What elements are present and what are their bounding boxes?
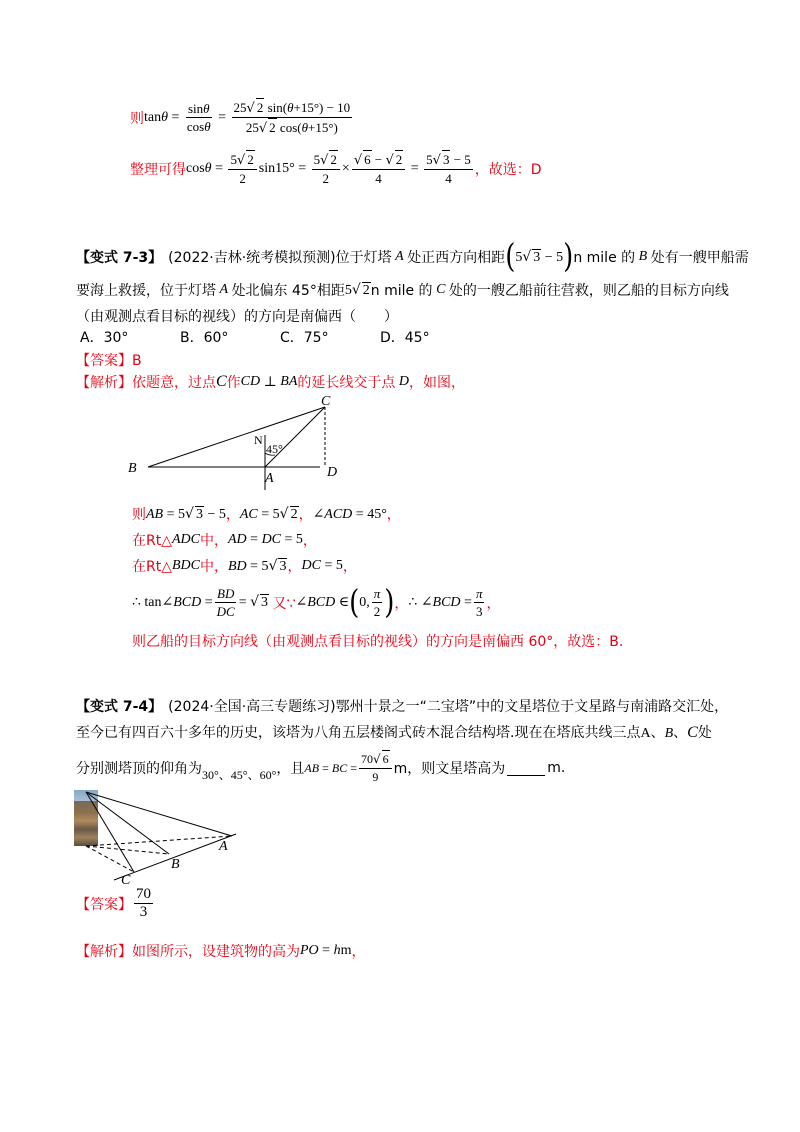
q74-line-2: 至今已有四百六十多年的历史，该塔为八角五层楼阁式砖木混合结构塔.现在在塔底共线三点 A、B、C 处 [76, 724, 712, 741]
q73-step-2: 在Rt△ ADC 中， AD = DC = 5 ， [132, 532, 317, 549]
analysis-text: 作 [226, 375, 241, 391]
answer-label: 【答案】 [76, 896, 132, 913]
q73-text: n mile 的 [573, 250, 636, 266]
q73-text: 处北偏东 45°相距 [231, 283, 345, 299]
analysis-text: 如图所示，设建筑物的高为 [132, 944, 300, 960]
prev-solution-line-2: 整理可得 cos θ = $\frac{5√ 2}{2}$ sin15° = $\frac{5√ 2}{2}$ × $\frac{√ 6 - √ 2}{4}$ = $\frac{5√ 3 - 5}{4}$ ，故选：D [130, 152, 542, 186]
label-c: C [321, 395, 331, 409]
step-text: 中， [199, 533, 228, 549]
triangle-figure [120, 395, 350, 495]
answer-blank[interactable] [507, 761, 545, 776]
q74-text: ，且 [276, 761, 305, 777]
q73-text: n mile 的 [370, 283, 433, 299]
answer-label: 【答案】 [76, 353, 132, 369]
q74-text: 至今已有四百六十多年的历史，该塔为八角五层楼阁式砖木混合结构塔.现在在塔底共线三点 [76, 725, 641, 741]
q74-text: 分别测塔顶的仰角为 [76, 761, 202, 777]
q74-tag: 【变式 7-4】 [76, 699, 163, 715]
q74-answer [76, 886, 155, 921]
q74-text: 处 [697, 725, 712, 741]
prev-line1-prefix: 则 [130, 110, 144, 127]
q73-analysis-line: 【解析】 依题意，过点 C 作 CD ⊥ BA 的延长线交于点 D ，如图， [76, 373, 466, 391]
analysis-text: ， [351, 944, 366, 960]
tower-figure [74, 788, 244, 888]
q74-source: (2024·全国·高三专题练习) [168, 699, 336, 715]
q73-option-c: C．75° [280, 330, 329, 346]
label-d: D [327, 465, 338, 480]
q73-step-4: ∴ tan∠BCD = $\frac{BD}{DC}$ = √ 3 又∵ ∠BCD ∈ ( 0, $\frac{\pi}{2}$ ) ， ∴ ∠BCD = $\frac{\pi}{3}$ ， [132, 583, 501, 622]
q73-text: 处正西方向相距 [407, 250, 506, 266]
q74-text: 鄂州十景之一“二宝塔”中的文星塔位于文星路与南浦路交汇处， [335, 699, 729, 715]
answer-numerator: 70 [136, 886, 151, 902]
answer-denominator: 3 [139, 904, 148, 920]
q73-line-3: （由观测点看目标的视线）的方向是南偏西（ ） [76, 309, 398, 325]
label-n: N [254, 433, 263, 447]
label-45: 45° [266, 442, 283, 456]
q73-option-b: B．60° [180, 330, 229, 346]
analysis-text: 的延长线交于点 [297, 375, 396, 391]
step-text: 又∵ [272, 595, 296, 612]
step-text: 在Rt△ [132, 533, 172, 549]
q74-text: m，则文星塔高为 [393, 761, 506, 777]
label-a: A [219, 839, 228, 854]
label-b: B [128, 461, 137, 476]
q73-step-5: 则乙船的目标方向线（由观测点看目标的视线）的方向是南偏西 60°，故选：B. [132, 634, 624, 650]
q73-option-d: D．45° [380, 330, 430, 346]
analysis-label: 【解析】 [76, 375, 132, 391]
q73-line-2: 要海上救援，位于灯塔 A 处北偏东 45°相距 5√ 2 n mile 的 C 处的一艘乙船前往营救，则乙船的目标方向线 [76, 281, 729, 299]
label-c: C [121, 873, 131, 888]
prev-solution-line-1: 则 tan θ = $\frac{\sin\theta}{\cos\theta}$ = $\frac{25√ 2 \sin(\theta+15^\circ) - 10}{25√ 2 \cos(\theta+15^\circ)}$ [130, 100, 351, 136]
q73-source: (2022·吉林·统考模拟预测) [168, 250, 336, 266]
q73-text: 要海上救援，位于灯塔 [76, 283, 216, 299]
analysis-text: 依题意，过点 [132, 375, 216, 391]
q73-step-1: 则 AB = 5√ 3 − 5 ， AC = 5√ 2 ， ∠ACD = 45° ， [132, 505, 401, 523]
answer-value: B [132, 353, 142, 369]
q73-step-3: 在Rt△ BDC 中， BD = 5√ 3 ， DC = 5 ， [132, 557, 357, 575]
label-a: A [265, 471, 274, 486]
prev-line2-prefix: 整理可得 [130, 161, 186, 178]
prev-line2-suffix: ，故选：D [474, 161, 542, 178]
analysis-text: ，如图， [409, 375, 466, 391]
q74-analysis: 【解析】 如图所示，设建筑物的高为 PO = hm ， [76, 943, 366, 960]
q73-option-a: A．30° [80, 330, 129, 346]
q74-line-1 [76, 696, 728, 716]
q73-text: 处的一艘乙船前往营救，则乙船的目标方向线 [448, 283, 729, 299]
step-text: 在Rt△ [132, 559, 172, 575]
q74-line-3: 分别测塔顶的仰角为 30°、45°、60° ，且 AB = BC = $\frac{70√ 6}{9}$ m，则文星塔高为 m. [76, 752, 566, 784]
q73-line-1: 【变式 7-3】 (2022·吉林·统考模拟预测) 位于灯塔 A 处正西方向相距 ( 5√ 3 − 5 ) n mile 的 B 处有一艘甲船需 [76, 238, 749, 276]
step-text: 则 [132, 507, 146, 523]
q73-text: 位于灯塔 [335, 250, 392, 266]
q73-tag: 【变式 7-3】 [76, 250, 163, 266]
q73-answer [76, 350, 142, 370]
label-b: B [171, 857, 180, 872]
q73-text: 处有一艘甲船需 [650, 250, 749, 266]
analysis-label: 【解析】 [76, 944, 132, 960]
step-text: 中， [199, 559, 228, 575]
q74-text: m. [547, 760, 566, 776]
